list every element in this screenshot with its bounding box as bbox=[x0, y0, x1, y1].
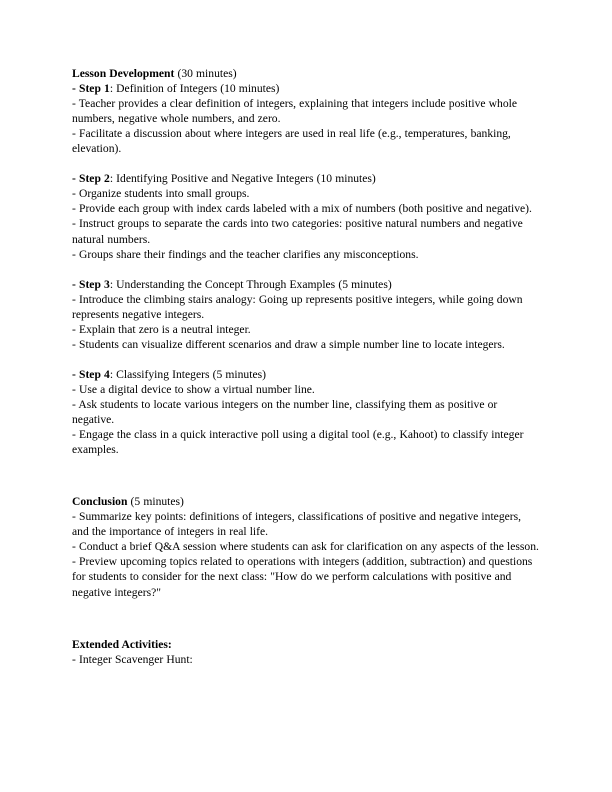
bullet-line: - Explain that zero is a neutral integer. bbox=[72, 322, 251, 336]
bullet-line: - Introduce the climbing stairs analogy: Going up represents positive integers, while going down represents negative integers. bbox=[72, 292, 523, 321]
heading-duration: (5 minutes) bbox=[127, 495, 184, 509]
bullet-line: - Instruct groups to separate the cards into two categories: positive natural numbers and negative natural numbers. bbox=[72, 217, 523, 246]
bullet-line: - Ask students to locate various integers on the number line, classifying them as positive or negative. bbox=[72, 398, 498, 427]
heading-duration: (30 minutes) bbox=[174, 67, 237, 80]
bullet-line: - Integer Scavenger Hunt: bbox=[72, 652, 193, 666]
bullet-line: - Facilitate a discussion about where integers are used in real life (e.g., temperatures, banking, elevation). bbox=[72, 127, 511, 156]
step-label: - Step 4 bbox=[72, 367, 110, 381]
bullet-line: - Use a digital device to show a virtual number line. bbox=[72, 382, 315, 396]
bullet-line: - Summarize key points: definitions of integers, classifications of positive and negative integers, and the importance of integers in real life. bbox=[72, 510, 522, 539]
bullet-line: - Students can visualize different scenarios and draw a simple number line to locate integers. bbox=[72, 337, 505, 351]
heading-label: Conclusion bbox=[72, 495, 128, 509]
step-title: : Definition of Integers (10 minutes) bbox=[109, 82, 280, 96]
step-heading-step-1 bbox=[72, 81, 540, 96]
step-title: : Classifying Integers (5 minutes) bbox=[109, 367, 266, 381]
step-label: - Step 1 bbox=[72, 82, 110, 96]
heading-label: Lesson Development bbox=[72, 67, 175, 80]
document-body bbox=[72, 66, 540, 667]
step-heading-step-4 bbox=[72, 367, 540, 382]
step-title: : Understanding the Concept Through Examples (5 minutes) bbox=[109, 277, 392, 291]
section-heading-lesson-development bbox=[72, 66, 540, 81]
bullet-line: - Conduct a brief Q&A session where students can ask for clarification on any aspects of the lesson. bbox=[72, 540, 539, 554]
step-heading-step-3 bbox=[72, 277, 540, 292]
step-label: - Step 3 bbox=[72, 277, 110, 291]
bullet-line: - Groups share their findings and the teacher clarifies any misconceptions. bbox=[72, 247, 419, 261]
bullet-line: - Preview upcoming topics related to operations with integers (addition, subtraction) and questions for students to consider for the next class: "How do we perform calculations with positive and negative integers?" bbox=[72, 555, 533, 599]
bullet-line: - Organize students into small groups. bbox=[72, 187, 250, 201]
heading-label: Extended Activities: bbox=[72, 637, 172, 651]
bullet-line: - Teacher provides a clear definition of integers, explaining that integers include positive whole numbers, negative whole numbers, and zero. bbox=[72, 97, 517, 126]
step-title: : Identifying Positive and Negative Integers (10 minutes) bbox=[109, 172, 376, 186]
bullet-line: - Provide each group with index cards labeled with a mix of numbers (both positive and negative). bbox=[72, 202, 532, 216]
step-heading-step-2 bbox=[72, 171, 540, 186]
section-heading-extended-activities bbox=[72, 637, 540, 652]
section-heading-conclusion bbox=[72, 494, 540, 509]
bullet-line: - Engage the class in a quick interactive poll using a digital tool (e.g., Kahoot) to classify integer examples. bbox=[72, 428, 524, 457]
step-label: - Step 2 bbox=[72, 172, 110, 186]
